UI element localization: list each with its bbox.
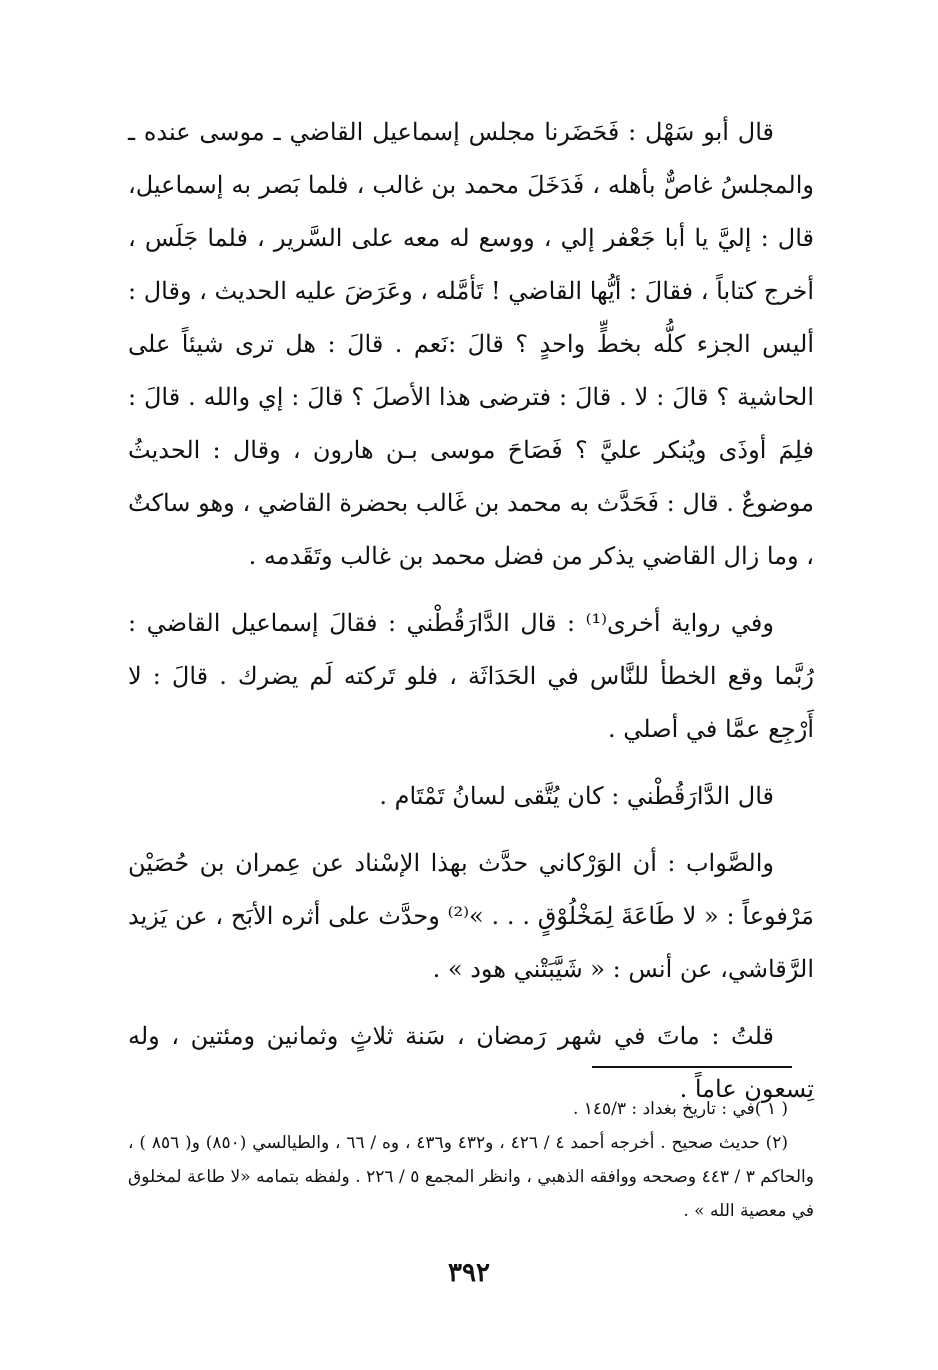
- paragraph-correct-view: والصَّواب : أن الوَرْكاني حدَّث بهذا الإسْناد عن عِمران بن حُصَيْن مَرْفوعاً : « لا طَاعَةَ لِمَخْلُوْقٍ . . . »⁽²⁾ وحدَّث على أثره الأبَح ، عن يَزيد الرَّقاشي، عن أنس : « شَيَّبَتْني هود » .: [128, 849, 814, 983]
- paragraph-abu-sahl-narration: قال أبو سَهْل : فَحَضَرنا مجلس إسماعيل القاضي ـ موسى عنده ـ والمجلسُ غاصٌّ بأهله ، فَدَخَلَ محمد بن غالب ، فلما بَصر به إسماعيل، قال : إليَّ يا أبا جَعْفر إلي ، ووسع له معه على السَّرير ، فلما جَلَس ، أخرج كتاباً ، فقالَ : أيُّها القاضي ! تَأمَّله ، وعَرَضَ عليه الحديث ، وقال : أليس الجزء كلُّه بخطٍّ واحدٍ ؟ قالَ :نَعم . قالَ : هل ترى شيئاً على الحاشية ؟ قالَ : لا . قالَ : فترضى هذا الأصلَ ؟ قالَ : إي والله . قالَ : فلِمَ أوذَى ويُنكر عليَّ ؟ فَصَاحَ موسى بـن هارون ، وقال : الحديثُ موضوعٌ . قال : فَحَدَّث به محمد بن غَالب بحضرة القاضي ، وهو ساكتٌ ، وما زال القاضي يذكر من فضل محمد بن غالب وتَقَدمه .: [128, 118, 814, 570]
- paragraph-daraqutni-statement: قال الدَّارَقُطْني : كان يُتَّقى لسانُ تَمْتَام .: [379, 782, 774, 810]
- paragraph-death-note: قلتُ : ماتَ في شهر رَمضان ، سَنة ثلاثٍ وثمانين ومئتين ، وله تِسعون عاماً .: [128, 1022, 814, 1103]
- page-number: ٣٩٢: [448, 1258, 490, 1288]
- footnote-2: (٢) حديث صحيح . أخرجه أحمد ٤ / ٤٢٦ ، و٤٣٢ و٤٣٦ ، وه / ٦٦ ، والطيالسي (٨٥٠) و( ٨٥٦ ) ، والحاكم ٣ / ٤٤٣ وصححه ووافقه الذهبي ، وانظر المجمع ٥ / ٢٢٦ . ولفظه بتمامه «لا طاعة لمخلوق في معصية الله » .: [128, 1133, 814, 1221]
- footnotes: [128, 1092, 814, 1228]
- footnote-1: ( ١ )في : تاريخ بغداد : ١٤٥/٣ .: [572, 1099, 788, 1119]
- paragraph-another-narration: وفي رواية أخرى⁽¹⁾ : قال الدَّارَقُطْني : فقالَ إسماعيل القاضي : رُبَّما وقع الخطأ للنَّاس في الحَدَاثَة ، فلو تَركته لَم يضرك . قالَ : لا أَرْجِع عمَّا في أصلي .: [128, 609, 814, 743]
- main-text: [128, 106, 814, 1130]
- footnote-separator: [592, 1066, 792, 1068]
